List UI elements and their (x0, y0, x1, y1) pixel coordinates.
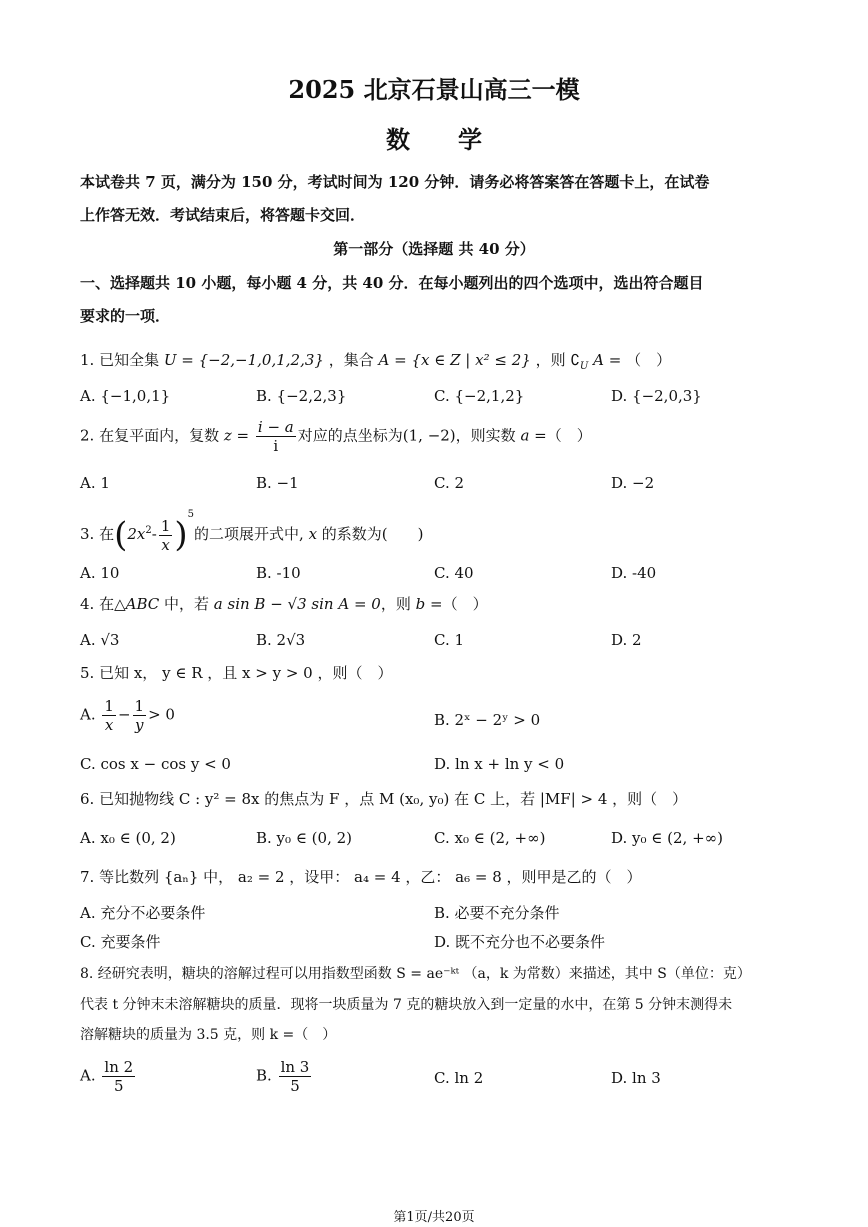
q7-option-c: C. 充要条件 (80, 933, 161, 951)
q5-option-b: B. 2ˣ − 2ʸ > 0 (434, 711, 541, 729)
q3-numerator: 1 (160, 516, 171, 535)
q6-option-a: A. x₀ ∈ (0, 2) (80, 829, 176, 847)
q8-option-b-label: B. (256, 1066, 272, 1085)
q7-option-a: A. 充分不必要条件 (80, 904, 206, 922)
q3-x: x (308, 525, 318, 543)
q2-z: z = (223, 426, 250, 445)
q1-complement-tail: A = (593, 351, 622, 369)
q1-set-a: A = {x ∈ Z | x² ≤ 2} (378, 351, 531, 369)
q8-option-a (80, 1058, 137, 1095)
q4-b: b (415, 595, 426, 613)
question-6-stem: 6. 已知抛物线 C : y² = 8x 的焦点为 F ，点 M (x₀, y₀) 在 C 上，若 |MF| > 4 ，则（ ） (80, 790, 688, 808)
q8-option-a-den: 5 (114, 1077, 124, 1095)
q2-option-d: D. −2 (611, 474, 655, 492)
q6-option-b: B. y₀ ∈ (0, 2) (256, 829, 353, 847)
page-footer: 第1页/共20页 (393, 1210, 475, 1225)
q1-option-c: C. {−2,1,2} (434, 387, 525, 405)
q4-option-a: A. √3 (80, 631, 120, 649)
q2-numerator: i − a (257, 418, 294, 436)
q1-text-2: ，集合 (328, 351, 374, 369)
intro-line-1: 本试卷共 7 页，满分为 150 分，考试时间为 120 分钟．请务必将答案答在答题卡上，在试卷 (80, 173, 710, 191)
q1-text-1: 1. 已知全集 (80, 351, 160, 369)
q5-option-a-minus: − (117, 705, 131, 724)
q5-frac2-den: y (135, 716, 144, 734)
q8-option-a-frac (102, 1058, 135, 1095)
q3-text-1: 3. 在 (80, 525, 115, 543)
q5-option-c: C. cos x − cos y < 0 (80, 755, 231, 773)
question-7-stem: 7. 等比数列 {aₙ} 中， a₂ = 2 ，设甲： a₄ = 4 ，乙： a₆ = 8 ，则甲是乙的（ ） (80, 868, 642, 886)
q2-text-3: ，则实数 (455, 426, 521, 445)
q7-option-d: D. 既不充分也不必要条件 (434, 933, 606, 951)
part1-header: 第一部分（选择题 共 40 分） (333, 240, 535, 258)
q3-denominator: x (161, 535, 170, 554)
q2-text-1: 2. 在复平面内，复数 (80, 426, 224, 445)
q1-answer-paren: （ ） (626, 351, 672, 369)
q3-option-d: D. -40 (611, 564, 657, 582)
question-8-line-3: 溶解糖块的质量为 3.5 克，则 k =（ ） (80, 1027, 337, 1043)
q4-option-c: C. 1 (434, 631, 465, 649)
q3-minus: - (151, 525, 157, 543)
section1-line-2: 要求的一项． (80, 307, 171, 325)
q1-set-u: U = {−2,−1,0,1,2,3} (163, 351, 324, 369)
q4-text-1: 4. 在△ (80, 595, 126, 613)
question-5-stem: 5. 已知 x， y ∈ R ，且 x > y > 0 ，则（ ） (80, 664, 393, 682)
q4-abc: ABC (125, 595, 160, 613)
q5-option-a-tail: > 0 (148, 705, 175, 724)
question-1-stem (80, 350, 671, 377)
q4-text-3: ，则 (380, 595, 416, 613)
q1-option-b: B. {−2,2,3} (256, 387, 347, 405)
question-8-line-1: 8. 经研究表明，糖块的溶解过程可以用指数型函数 S = ae⁻ᵏᵗ （a，k 为常数）来描述，其中 S（单位：克） (80, 966, 751, 982)
q4-text-2: 中，若 (159, 595, 214, 613)
q3-option-b: B. -10 (256, 564, 301, 582)
q3-paren-left: ( (114, 515, 128, 555)
q8-option-d: D. ln 3 (611, 1069, 661, 1087)
q4-equation: a sin B − √3 sin A = 0 (213, 595, 381, 613)
question-3-stem (80, 505, 424, 554)
q2-option-b: B. −1 (256, 474, 299, 492)
section1-line-1: 一、选择题共 10 小题，每小题 4 分，共 40 分．在每小题列出的四个选项中，选出符合题目 (80, 274, 704, 292)
q3-term-2x: 2x (127, 525, 146, 543)
q2-text-2: 对应的点坐标为 (297, 426, 403, 445)
q5-option-a-frac-2 (133, 697, 147, 734)
q5-option-a (80, 697, 175, 734)
q3-option-c: C. 40 (434, 564, 474, 582)
q2-fraction (256, 418, 296, 455)
question-8-line-2: 代表 t 分钟末未溶解糖块的质量．现将一块质量为 7 克的糖块放入到一定量的水中，在第 5 分钟末测得未 (80, 997, 733, 1013)
q1-option-d: D. {−2,0,3} (611, 387, 702, 405)
q5-frac2-num: 1 (134, 697, 145, 715)
q8-option-b (256, 1058, 313, 1095)
q3-paren-right: ) (174, 515, 188, 555)
q8-option-b-den: 5 (290, 1077, 300, 1095)
exam-title: 2025 北京石景山高三一模 (288, 75, 580, 104)
q1-text-3: ，则 (535, 351, 566, 369)
q6-option-c: C. x₀ ∈ (2, +∞) (434, 829, 546, 847)
q1-complement-symbol: ∁ (570, 351, 580, 369)
q5-option-a-label: A. (80, 705, 96, 724)
q5-option-d: D. ln x + ln y < 0 (434, 755, 565, 773)
q8-option-a-num: ln 2 (104, 1058, 134, 1076)
q3-text-2: 的二项展开式中, (194, 525, 309, 543)
q1-option-a: A. {−1,0,1} (80, 387, 171, 405)
q3-power: 5 (187, 509, 195, 520)
q3-square: 2 (145, 525, 152, 536)
q1-complement-sub: U (579, 361, 589, 372)
q2-option-a: A. 1 (80, 474, 110, 492)
q6-option-d: D. y₀ ∈ (2, +∞) (611, 829, 724, 847)
q2-a: a (520, 426, 530, 445)
q2-point: (1, −2) (402, 426, 456, 445)
q5-option-a-frac-1 (102, 697, 116, 734)
q7-option-b: B. 必要不充分条件 (434, 904, 560, 922)
intro-line-2: 上作答无效．考试结束后，将答题卡交回． (80, 206, 366, 224)
q4-text-4: =（ ） (425, 595, 488, 613)
q4-option-d: D. 2 (611, 631, 642, 649)
q2-denominator: i (273, 437, 279, 455)
question-4-stem (80, 594, 488, 614)
q8-option-a-label: A. (80, 1066, 96, 1085)
q5-frac1-num: 1 (104, 697, 114, 715)
q5-frac1-den: x (104, 716, 114, 734)
q3-fraction (159, 517, 173, 554)
q3-text-3: 的系数为( ) (317, 525, 424, 543)
q8-option-c: C. ln 2 (434, 1069, 484, 1087)
q2-text-4: =（ ） (529, 426, 592, 445)
q4-option-b: B. 2√3 (256, 631, 306, 649)
q8-option-b-frac (279, 1058, 312, 1095)
q2-option-c: C. 2 (434, 474, 465, 492)
q8-option-b-num: ln 3 (280, 1058, 310, 1076)
q3-option-a: A. 10 (80, 564, 120, 582)
subject-title: 数 学 (386, 125, 482, 154)
question-2-stem (80, 418, 592, 455)
